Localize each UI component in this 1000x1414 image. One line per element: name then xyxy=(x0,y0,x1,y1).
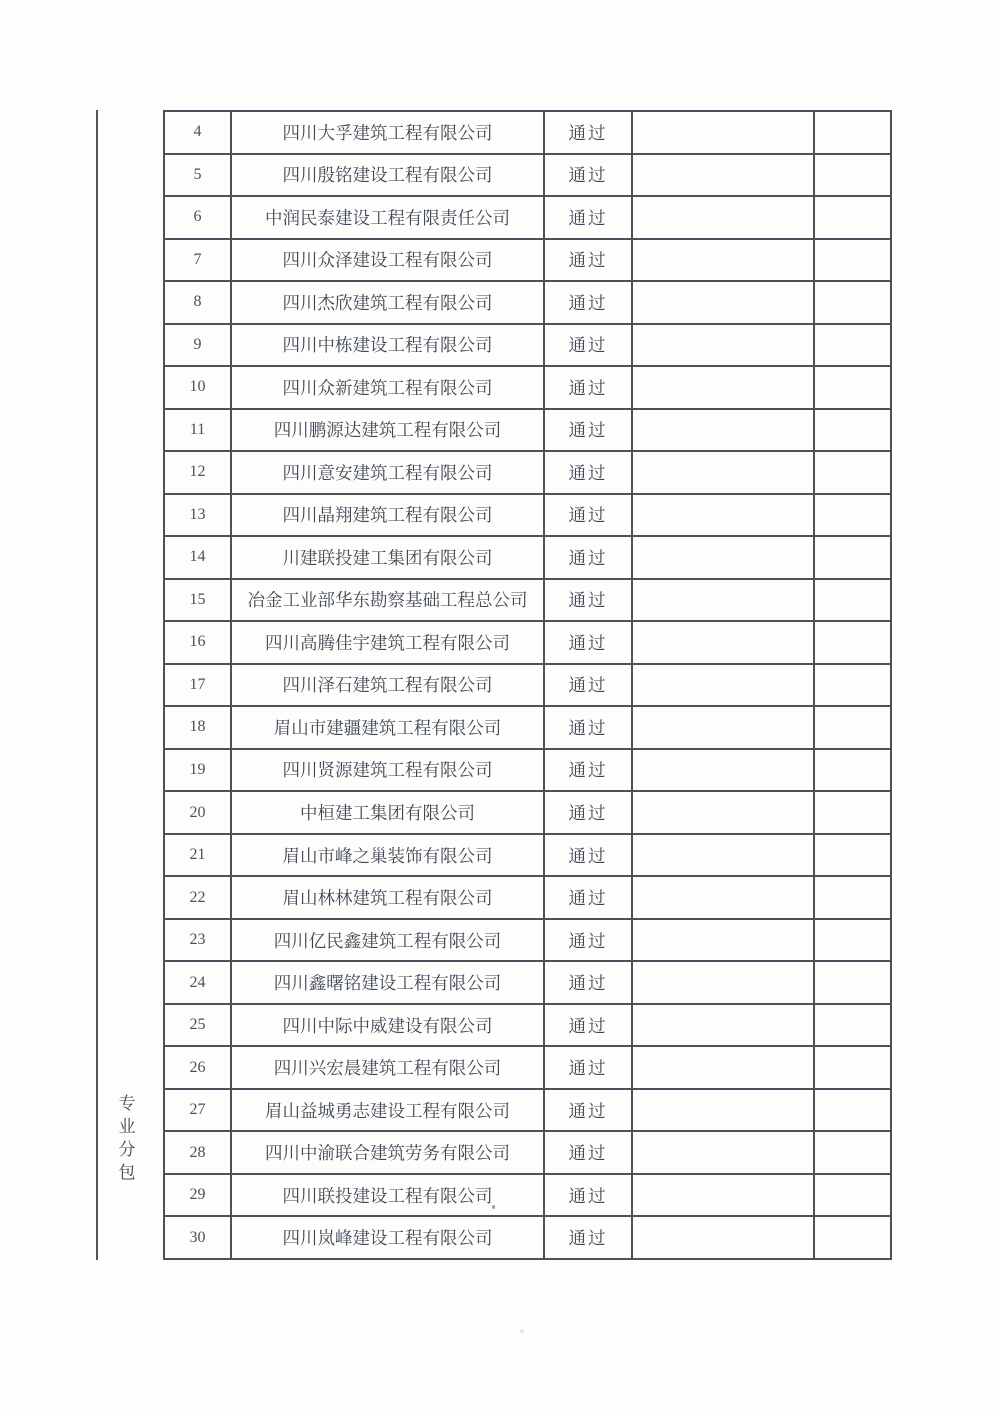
scan-speck xyxy=(492,1205,495,1209)
table-row xyxy=(164,791,891,834)
company-name-cell: 四川杰欣建筑工程有限公司 xyxy=(231,281,544,324)
company-name-cell: 四川兴宏晨建筑工程有限公司 xyxy=(231,1046,544,1089)
empty-cell xyxy=(632,961,814,1004)
company-name-cell: 眉山益城勇志建设工程有限公司 xyxy=(231,1089,544,1132)
empty-cell xyxy=(632,1004,814,1047)
company-name-cell: 眉山市建疆建筑工程有限公司 xyxy=(231,706,544,749)
table-row xyxy=(164,961,891,1004)
review-result-cell: 通过 xyxy=(544,239,632,282)
empty-cell xyxy=(632,494,814,537)
empty-cell xyxy=(632,579,814,622)
empty-cell xyxy=(632,876,814,919)
company-name-cell: 四川联投建设工程有限公司 xyxy=(231,1174,544,1217)
row-number-cell: 25 xyxy=(164,1004,231,1047)
empty-cell xyxy=(814,409,891,452)
empty-cell xyxy=(632,1089,814,1132)
row-number-cell: 14 xyxy=(164,536,231,579)
row-number-cell: 29 xyxy=(164,1174,231,1217)
review-result-cell: 通过 xyxy=(544,324,632,367)
row-number-cell: 4 xyxy=(164,111,231,154)
empty-cell xyxy=(632,1131,814,1174)
company-name-cell: 四川意安建筑工程有限公司 xyxy=(231,451,544,494)
row-number-cell: 16 xyxy=(164,621,231,664)
table-row xyxy=(164,749,891,792)
review-result-cell: 通过 xyxy=(544,876,632,919)
company-name-cell: 四川贤源建筑工程有限公司 xyxy=(231,749,544,792)
review-result-cell: 通过 xyxy=(544,1216,632,1259)
review-result-cell: 通过 xyxy=(544,1046,632,1089)
empty-cell xyxy=(814,1089,891,1132)
empty-cell xyxy=(814,494,891,537)
table-row xyxy=(164,239,891,282)
table-row xyxy=(164,366,891,409)
empty-cell xyxy=(632,791,814,834)
review-result-cell: 通过 xyxy=(544,621,632,664)
row-number-cell: 21 xyxy=(164,834,231,877)
company-name-cell: 四川中际中威建设有限公司 xyxy=(231,1004,544,1047)
company-name-cell: 四川亿民鑫建筑工程有限公司 xyxy=(231,919,544,962)
review-result-cell: 通过 xyxy=(544,961,632,1004)
review-result-cell: 通过 xyxy=(544,409,632,452)
empty-cell xyxy=(814,1174,891,1217)
empty-cell xyxy=(632,281,814,324)
row-number-cell: 11 xyxy=(164,409,231,452)
review-result-cell: 通过 xyxy=(544,1131,632,1174)
empty-cell xyxy=(814,919,891,962)
review-result-cell: 通过 xyxy=(544,664,632,707)
empty-cell xyxy=(814,876,891,919)
table-row xyxy=(164,1004,891,1047)
table-row xyxy=(164,664,891,707)
table-row xyxy=(164,876,891,919)
empty-cell xyxy=(632,409,814,452)
empty-cell xyxy=(632,451,814,494)
row-number-cell: 7 xyxy=(164,239,231,282)
empty-cell xyxy=(814,579,891,622)
table-row xyxy=(164,834,891,877)
table-row xyxy=(164,451,891,494)
table-row xyxy=(164,621,891,664)
company-name-cell: 四川岚峰建设工程有限公司 xyxy=(231,1216,544,1259)
empty-cell xyxy=(814,366,891,409)
review-result-cell: 通过 xyxy=(544,1089,632,1132)
review-result-cell: 通过 xyxy=(544,791,632,834)
table-row xyxy=(164,1089,891,1132)
empty-cell xyxy=(632,366,814,409)
review-result-cell: 通过 xyxy=(544,536,632,579)
table-row xyxy=(164,154,891,197)
row-number-cell: 10 xyxy=(164,366,231,409)
review-result-cell: 通过 xyxy=(544,494,632,537)
row-number-cell: 28 xyxy=(164,1131,231,1174)
company-name-cell: 四川泽石建筑工程有限公司 xyxy=(231,664,544,707)
review-result-cell: 通过 xyxy=(544,111,632,154)
empty-cell xyxy=(814,196,891,239)
empty-cell xyxy=(632,239,814,282)
row-number-cell: 19 xyxy=(164,749,231,792)
empty-cell xyxy=(632,706,814,749)
scan-speck xyxy=(520,1329,524,1333)
table-row xyxy=(164,196,891,239)
review-result-cell: 通过 xyxy=(544,1004,632,1047)
empty-cell xyxy=(814,749,891,792)
empty-cell xyxy=(814,536,891,579)
empty-cell xyxy=(814,451,891,494)
empty-cell xyxy=(632,324,814,367)
table-row xyxy=(164,579,891,622)
row-number-cell: 12 xyxy=(164,451,231,494)
review-result-cell: 通过 xyxy=(544,834,632,877)
row-number-cell: 27 xyxy=(164,1089,231,1132)
row-number-cell: 20 xyxy=(164,791,231,834)
table-row xyxy=(164,1174,891,1217)
company-name-cell: 川建联投建工集团有限公司 xyxy=(231,536,544,579)
empty-cell xyxy=(814,154,891,197)
company-name-cell: 眉山市峰之巢装饰有限公司 xyxy=(231,834,544,877)
review-result-cell: 通过 xyxy=(544,706,632,749)
empty-cell xyxy=(814,621,891,664)
empty-cell xyxy=(632,1216,814,1259)
review-result-cell: 通过 xyxy=(544,919,632,962)
company-name-cell: 冶金工业部华东勘察基础工程总公司 xyxy=(231,579,544,622)
company-name-cell: 四川鑫曙铭建设工程有限公司 xyxy=(231,961,544,1004)
row-number-cell: 5 xyxy=(164,154,231,197)
empty-cell xyxy=(632,621,814,664)
review-result-cell: 通过 xyxy=(544,281,632,324)
table-row xyxy=(164,324,891,367)
row-number-cell: 17 xyxy=(164,664,231,707)
row-number-cell: 30 xyxy=(164,1216,231,1259)
table-row xyxy=(164,409,891,452)
row-number-cell: 8 xyxy=(164,281,231,324)
company-name-cell: 四川中栋建设工程有限公司 xyxy=(231,324,544,367)
empty-cell xyxy=(814,111,891,154)
row-number-cell: 23 xyxy=(164,919,231,962)
table-row xyxy=(164,1216,891,1259)
empty-cell xyxy=(632,664,814,707)
table-row xyxy=(164,494,891,537)
empty-cell xyxy=(632,1174,814,1217)
section-label-vertical: 专业分包 xyxy=(118,1094,136,1182)
company-name-cell: 四川众新建筑工程有限公司 xyxy=(231,366,544,409)
review-result-cell: 通过 xyxy=(544,1174,632,1217)
empty-cell xyxy=(814,239,891,282)
review-result-cell: 通过 xyxy=(544,196,632,239)
empty-cell xyxy=(632,196,814,239)
table-row xyxy=(164,536,891,579)
company-name-cell: 眉山林林建筑工程有限公司 xyxy=(231,876,544,919)
table-row xyxy=(164,1046,891,1089)
empty-cell xyxy=(814,791,891,834)
row-number-cell: 18 xyxy=(164,706,231,749)
row-number-cell: 13 xyxy=(164,494,231,537)
table-row xyxy=(164,111,891,154)
table-row xyxy=(164,706,891,749)
row-number-cell: 6 xyxy=(164,196,231,239)
empty-cell xyxy=(632,834,814,877)
company-name-cell: 中润民泰建设工程有限责任公司 xyxy=(231,196,544,239)
empty-cell xyxy=(814,1131,891,1174)
company-name-cell: 四川大孚建筑工程有限公司 xyxy=(231,111,544,154)
review-result-cell: 通过 xyxy=(544,154,632,197)
empty-cell xyxy=(814,1004,891,1047)
empty-cell xyxy=(632,749,814,792)
review-result-cell: 通过 xyxy=(544,451,632,494)
review-table-body xyxy=(164,111,891,1259)
empty-cell xyxy=(632,1046,814,1089)
empty-cell xyxy=(632,536,814,579)
empty-cell xyxy=(814,1216,891,1259)
company-name-cell: 四川殷铭建设工程有限公司 xyxy=(231,154,544,197)
empty-cell xyxy=(814,1046,891,1089)
empty-cell xyxy=(814,706,891,749)
row-number-cell: 26 xyxy=(164,1046,231,1089)
company-name-cell: 四川众泽建设工程有限公司 xyxy=(231,239,544,282)
row-number-cell: 24 xyxy=(164,961,231,1004)
empty-cell xyxy=(632,111,814,154)
company-name-cell: 四川高腾佳宇建筑工程有限公司 xyxy=(231,621,544,664)
row-number-cell: 22 xyxy=(164,876,231,919)
review-result-cell: 通过 xyxy=(544,366,632,409)
empty-cell xyxy=(814,961,891,1004)
empty-cell xyxy=(814,281,891,324)
review-result-cell: 通过 xyxy=(544,579,632,622)
empty-cell xyxy=(632,919,814,962)
company-name-cell: 四川中渝联合建筑劳务有限公司 xyxy=(231,1131,544,1174)
table-row xyxy=(164,1131,891,1174)
company-name-cell: 四川鹏源达建筑工程有限公司 xyxy=(231,409,544,452)
table-row xyxy=(164,281,891,324)
empty-cell xyxy=(632,154,814,197)
row-number-cell: 15 xyxy=(164,579,231,622)
table-row xyxy=(164,919,891,962)
row-number-cell: 9 xyxy=(164,324,231,367)
outer-table-left-border xyxy=(96,110,98,1260)
empty-cell xyxy=(814,834,891,877)
company-name-cell: 四川晶翔建筑工程有限公司 xyxy=(231,494,544,537)
empty-cell xyxy=(814,664,891,707)
empty-cell xyxy=(814,324,891,367)
company-name-cell: 中桓建工集团有限公司 xyxy=(231,791,544,834)
review-result-cell: 通过 xyxy=(544,749,632,792)
qualification-review-table xyxy=(163,110,892,1260)
